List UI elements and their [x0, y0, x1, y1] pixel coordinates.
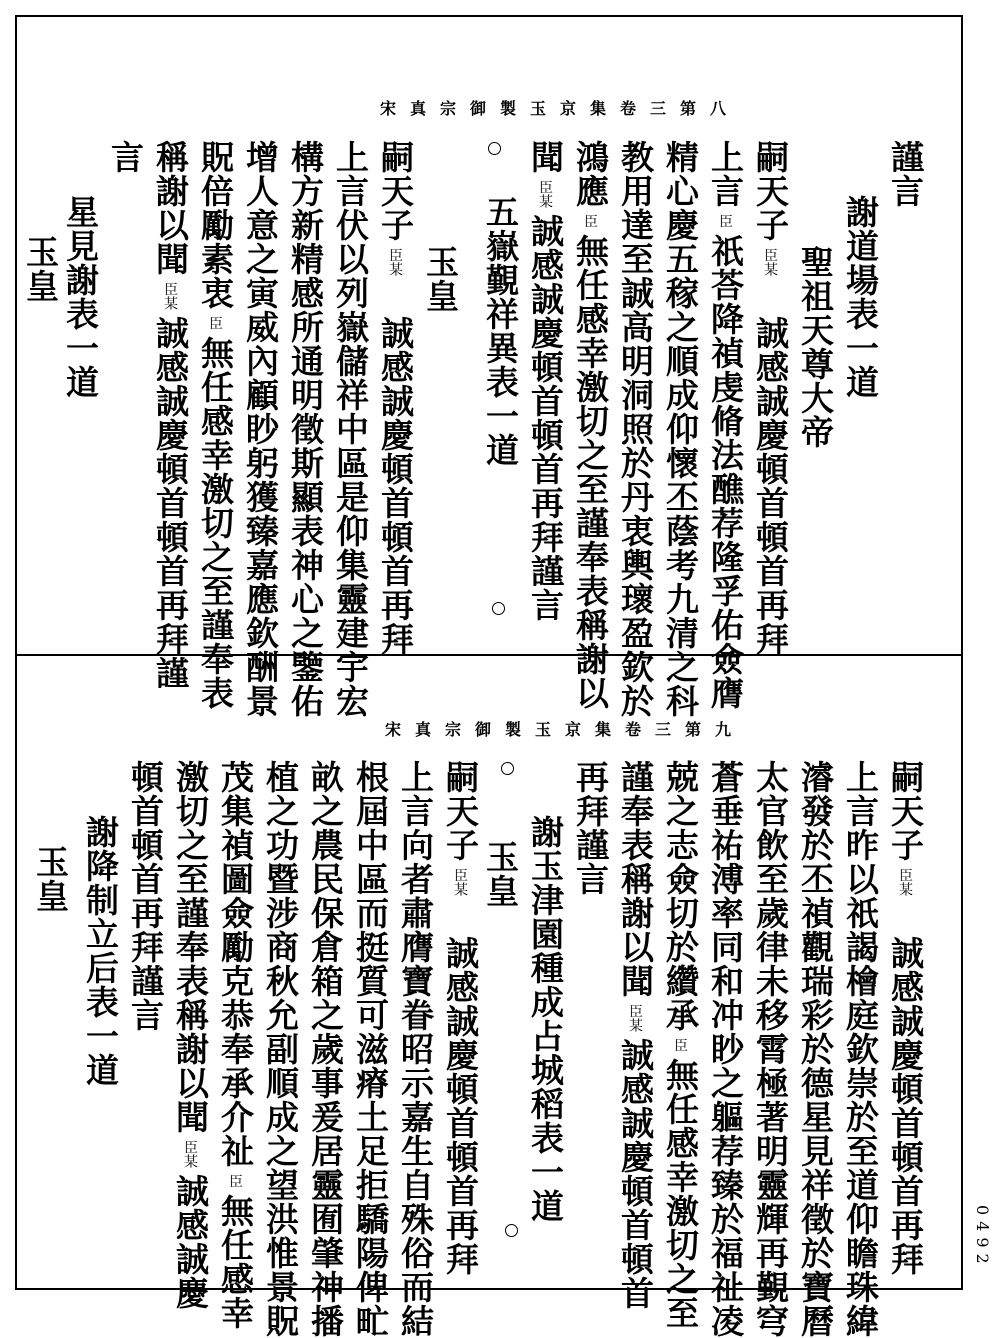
page-number: 0492 [973, 1205, 992, 1270]
text-column [261, 760, 300, 1338]
text-column [441, 760, 480, 1276]
column-text: 畝之農民保倉箱之歲事爰居靈囿肇神播 [306, 760, 345, 1338]
column-text: 上言伏以列嶽儲祥中區是仰集靈建宇宏 [331, 140, 370, 718]
column-text: 祇荅降禎虔脩法醮荐隆孚佑僉膺 [706, 234, 745, 710]
text-column [526, 815, 565, 1223]
column-text: 稱謝以聞 [151, 140, 190, 276]
interlinear-note: 臣 [717, 214, 733, 228]
column-text: 嗣天子 [441, 760, 480, 862]
text-column [286, 140, 325, 718]
column-text: 誠感誠慶頓首頓首再拜 [441, 902, 480, 1276]
column-text: 玉皇 [31, 845, 70, 913]
column-text: 上言 [706, 140, 745, 208]
interlinear-note: 臣 [672, 1038, 688, 1052]
text-column [331, 140, 370, 718]
column-text: 激切之至謹奉表稱謝以聞 [171, 760, 210, 1134]
text-column [351, 760, 390, 1338]
column-text: 言 [106, 140, 145, 174]
text-column [751, 760, 790, 1338]
column-text: 上言向者肅膺寶眷昭示嘉生自殊俗而結 [396, 760, 435, 1338]
text-column [571, 140, 610, 710]
interlinear-note: 臣 [582, 214, 598, 228]
text-column [751, 140, 790, 656]
hole-mark-circle [501, 762, 514, 775]
column-text: 無任感幸激切之至謹奉表 [196, 336, 235, 710]
text-column [706, 760, 745, 1338]
text-column [661, 760, 700, 1330]
text-column [31, 845, 70, 913]
column-text: 星見謝表一道 [61, 195, 100, 399]
column-text: 無任感幸 [216, 1194, 255, 1330]
column-text: 謝降制立后表一道 [81, 815, 120, 1087]
text-column [171, 760, 210, 1310]
column-text: 蒼垂祐溥率同和冲眇之軀荐臻於福祉凌 [706, 760, 745, 1338]
text-column [196, 140, 235, 710]
interlinear-note: 臣 [207, 316, 223, 330]
column-text: 嗣天子 [376, 140, 415, 242]
text-column [796, 760, 835, 1338]
text-column [841, 760, 880, 1338]
column-text: 謹言 [886, 140, 925, 208]
column-text: 誠感誠慶頓首頓首 [616, 1038, 655, 1310]
text-column [126, 760, 165, 1032]
column-text: 再拜謹言 [571, 760, 610, 896]
column-text: 謹奉表稱謝以聞 [616, 760, 655, 998]
column-text: 嗣天子 [886, 760, 925, 862]
text-column [481, 195, 520, 467]
column-text: 構方新精感所通明徵斯顯表神心之鑒佑 [286, 140, 325, 718]
upper-page-header: 宋真宗御製玉京集卷三第八 [380, 99, 741, 118]
hole-mark-circle [492, 602, 505, 615]
text-column [706, 140, 745, 710]
column-text: 玉皇 [481, 840, 520, 908]
text-column [571, 760, 610, 896]
text-column [396, 760, 435, 1338]
column-text: 無任感幸激切之至 [661, 1058, 700, 1330]
column-text: 增人意之寅威內顧眇躬獲臻嘉應欽酬景 [241, 140, 280, 718]
hole-mark-circle [505, 1224, 518, 1237]
column-text: 兢之志僉切於纘承 [661, 760, 700, 1032]
text-column [61, 195, 100, 399]
text-column [796, 245, 835, 449]
text-column [616, 140, 655, 718]
lower-page-header: 宋真宗御製玉京集卷三第九 [385, 720, 746, 739]
text-column [616, 760, 655, 1310]
column-text: 鴻應 [571, 140, 610, 208]
column-text: 植之功暨涉商秋允副順成之望洪惟景貺 [261, 760, 300, 1338]
column-text: 貺倍勵素衷 [196, 140, 235, 310]
column-text: 太官飲至歲律未移霄極著明靈輝再覲穹 [751, 760, 790, 1338]
column-text: 根屆中區而挺質可滋瘠土足拒驕陽俾甿 [351, 760, 390, 1338]
column-text: 頓首頓首再拜謹言 [126, 760, 165, 1032]
column-text: 教用達至誠高明洞照於丹衷輿瓌盈欽於 [616, 140, 655, 718]
text-column [481, 840, 520, 908]
hole-mark-circle [488, 142, 501, 155]
text-column [106, 140, 145, 174]
text-column [841, 195, 880, 399]
column-text: 茂集禎圖僉勵克恭奉承介祉 [216, 760, 255, 1168]
column-text: 誠感誠慶 [171, 1174, 210, 1310]
column-text: 誠感誠慶頓首頓首再拜謹 [151, 316, 190, 690]
interlinear-note: 臣某 [537, 180, 553, 208]
column-text: 謝玉津園種成占城稻表一道 [526, 815, 565, 1223]
interlinear-note: 臣某 [452, 868, 468, 896]
column-text: 聖祖天尊大帝 [796, 245, 835, 449]
column-text: 濬發於丕禎觀瑞彩於德星見祥徵於寶曆 [796, 760, 835, 1338]
column-text: 精心慶五稼之順成仰懷丕蔭考九清之科 [661, 140, 700, 718]
column-text: 誠感誠慶頓首頓首再拜 [751, 282, 790, 656]
text-column [151, 140, 190, 690]
interlinear-note: 臣某 [897, 868, 913, 896]
column-text: 嗣天子 [751, 140, 790, 242]
text-column [886, 140, 925, 208]
interlinear-note: 臣某 [182, 1140, 198, 1168]
interlinear-note: 臣某 [387, 248, 403, 276]
text-column [886, 760, 925, 1276]
column-text: 誠感誠慶頓首頓首再拜 [886, 902, 925, 1276]
text-column [661, 140, 700, 718]
interlinear-note: 臣某 [162, 282, 178, 310]
text-column [421, 245, 460, 313]
text-column [306, 760, 345, 1338]
column-text: 上言昨以祇謁檜庭欽崇於至道仰瞻珠緯 [841, 760, 880, 1338]
interlinear-note: 臣某 [627, 1004, 643, 1032]
column-text: 五嶽覲祥異表一道 [481, 195, 520, 467]
interlinear-note: 臣 [227, 1174, 243, 1188]
text-column [376, 140, 415, 656]
interlinear-note: 臣某 [762, 248, 778, 276]
column-text: 誠感誠慶頓首頓首再拜 [376, 282, 415, 656]
column-text: 玉皇 [421, 245, 460, 313]
text-column [526, 140, 565, 622]
column-text: 誠感誠慶頓首頓首再拜謹言 [526, 214, 565, 622]
column-text: 聞 [526, 140, 565, 174]
column-text: 謝道場表一道 [841, 195, 880, 399]
column-text: 玉皇 [21, 235, 60, 303]
column-text: 無任感幸激切之至謹奉表稱謝以 [571, 234, 610, 710]
text-column [21, 235, 60, 303]
text-column [216, 760, 255, 1330]
text-column [81, 815, 120, 1087]
text-column [241, 140, 280, 718]
